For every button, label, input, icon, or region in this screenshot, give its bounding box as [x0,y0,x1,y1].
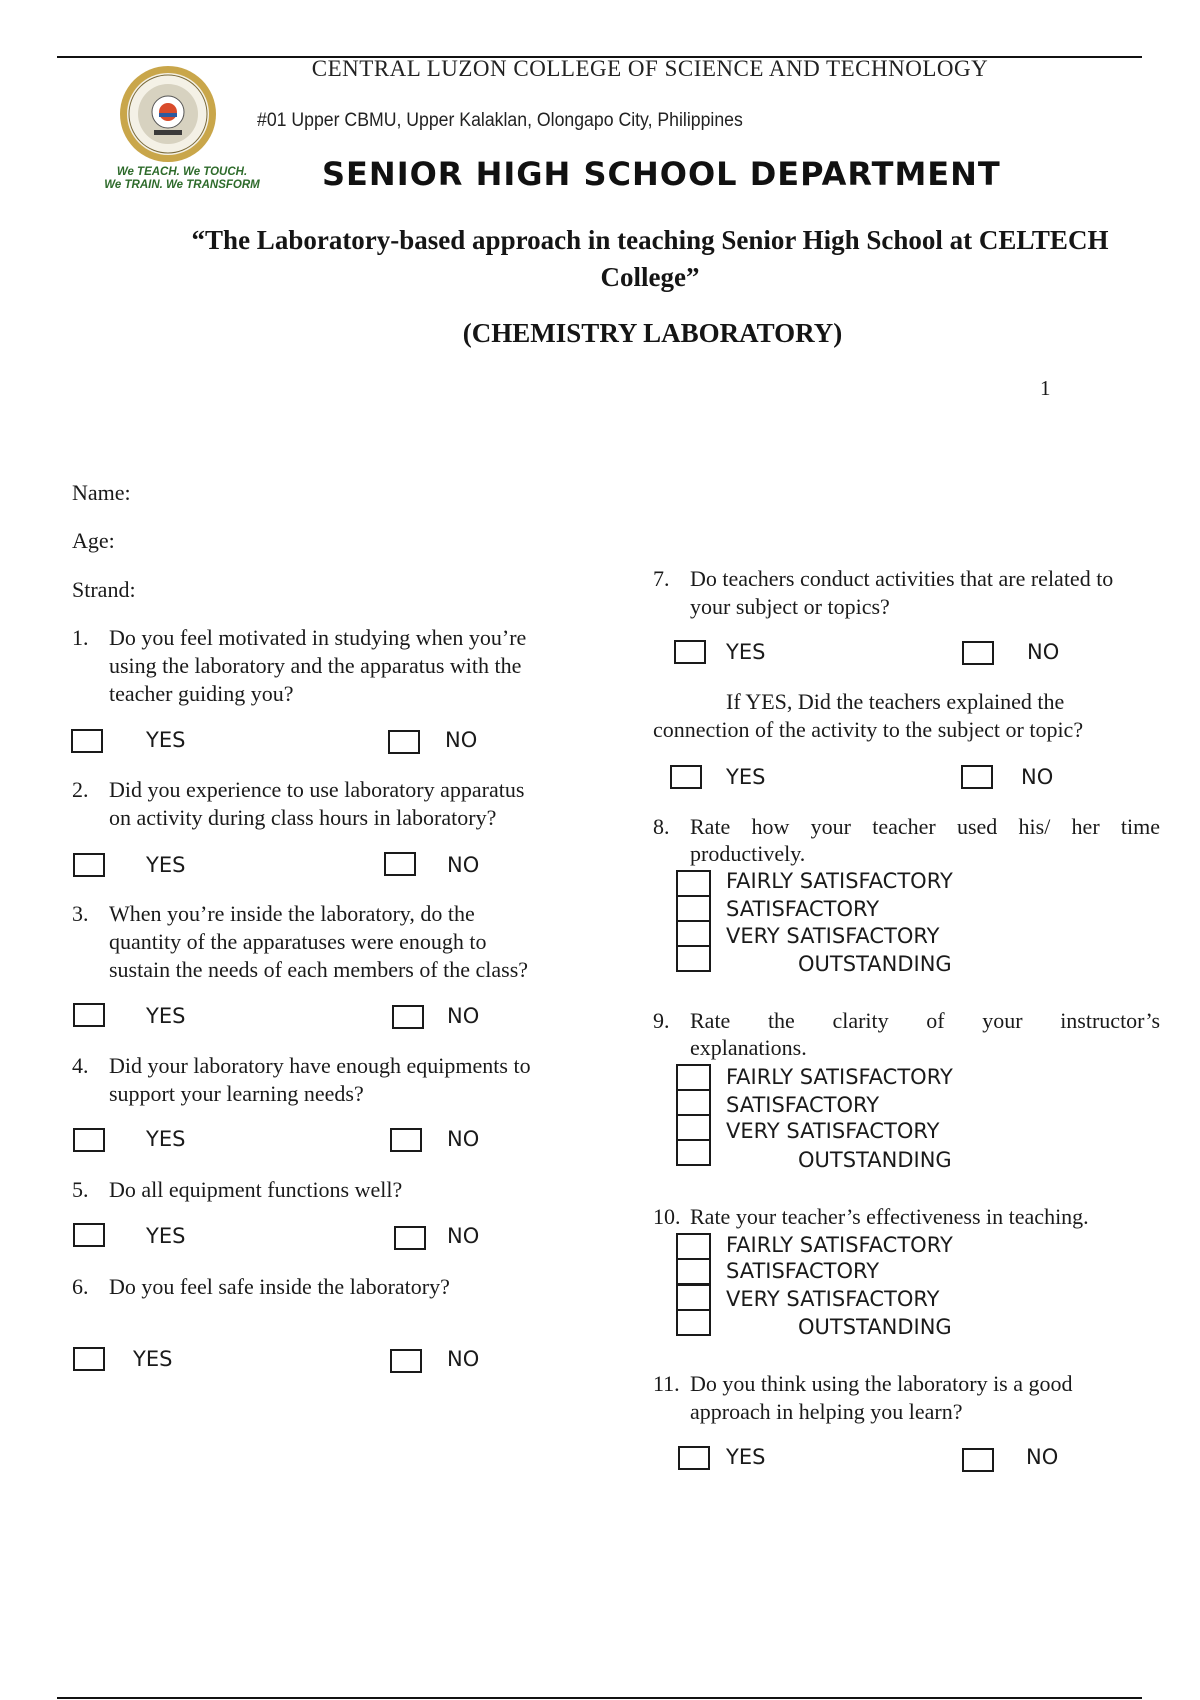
q2-yes-checkbox[interactable] [73,853,105,877]
q8-very-satisfactory-checkbox[interactable] [676,920,711,947]
q3-no-label: NO [447,1004,480,1028]
college-seal-logo [118,64,218,164]
q7-followup-no-checkbox[interactable] [961,765,993,789]
q4-yes-checkbox[interactable] [73,1128,105,1152]
college-address: #01 Upper CBMU, Upper Kalaklan, Olongapo City, Philippines [257,110,743,131]
q7-no-label: NO [1027,640,1060,664]
q10-satisfactory-checkbox[interactable] [676,1258,711,1285]
question-number: 10. [653,1204,681,1229]
page-number: 1 [1040,376,1051,400]
name-field-label: Name: [72,480,131,505]
question-6-text: Do you feel safe inside the laboratory? [109,1274,450,1299]
q6-yes-checkbox[interactable] [73,1347,105,1371]
survey-subtitle: (CHEMISTRY LABORATORY) [462,318,843,348]
q9-fairly-satisfactory-checkbox[interactable] [676,1064,711,1091]
q11-yes-label: YES [726,1445,766,1469]
q8-satisfactory-label: SATISFACTORY [726,897,880,921]
q10-very-satisfactory-label: VERY SATISFACTORY [726,1287,940,1311]
q5-yes-checkbox[interactable] [73,1223,105,1247]
question-3-text: When you’re inside the laboratory, do the quantity of the apparatuses were enough to sustain the needs of each members of the class? [109,901,529,982]
q9-very-satisfactory-label: VERY SATISFACTORY [726,1119,940,1143]
q5-yes-label: YES [146,1224,186,1248]
q9-satisfactory-checkbox[interactable] [676,1089,711,1116]
q1-no-label: NO [445,728,478,752]
question-number: 6. [72,1274,89,1299]
q8-fairly-satisfactory-checkbox[interactable] [676,870,711,897]
q7-followup-yes-label: YES [726,765,766,789]
q6-no-checkbox[interactable] [390,1349,422,1373]
q7-yes-label: YES [726,640,766,664]
q7-followup-no-label: NO [1021,765,1054,789]
q9-outstanding-checkbox[interactable] [676,1139,711,1166]
q9-very-satisfactory-checkbox[interactable] [676,1114,711,1141]
bottom-rule [57,1697,1142,1699]
q11-yes-checkbox[interactable] [678,1446,710,1470]
question-9-text: Rate the clarity of your instructor’s [690,1008,1160,1033]
q4-no-checkbox[interactable] [390,1128,422,1152]
question-number: 1. [72,625,89,650]
survey-title: “The Laboratory-based approach in teaching Senior High School at CELTECH College” [191,225,1109,292]
question-5-text: Do all equipment functions well? [109,1177,403,1202]
question-9-text-continued: explanations. [690,1035,807,1060]
q7-followup-yes-checkbox[interactable] [670,765,702,789]
q8-satisfactory-checkbox[interactable] [676,895,711,922]
q2-no-label: NO [447,853,480,877]
q10-fairly-satisfactory-checkbox[interactable] [676,1233,711,1260]
q4-no-label: NO [447,1127,480,1151]
q2-no-checkbox[interactable] [384,852,416,876]
q8-outstanding-label: OUTSTANDING [798,952,952,976]
q6-yes-label: YES [133,1347,173,1371]
q1-yes-label: YES [146,728,186,752]
question-number: 8. [653,814,670,839]
question-10-text: Rate your teacher’s effectiveness in teaching. [690,1204,1089,1229]
question-number: 11. [653,1371,680,1396]
question-8-text-continued: productively. [690,841,806,866]
q9-fairly-satisfactory-label: FAIRLY SATISFACTORY [726,1065,953,1089]
q7-yes-checkbox[interactable] [674,640,706,664]
q5-no-label: NO [447,1224,480,1248]
q7-no-checkbox[interactable] [962,641,994,665]
q11-no-checkbox[interactable] [962,1448,994,1472]
question-11-text: Do you think using the laboratory is a good approach in helping you learn? [690,1371,1073,1424]
question-number: 5. [72,1177,89,1202]
question-4-text: Did your laboratory have enough equipments to support your learning needs? [109,1053,531,1106]
q8-fairly-satisfactory-label: FAIRLY SATISFACTORY [726,869,953,893]
q5-no-checkbox[interactable] [394,1226,426,1250]
question-number: 3. [72,901,89,926]
college-motto: We TEACH. We TOUCH. We TRAIN. We TRANSFORM [104,166,260,191]
q9-outstanding-label: OUTSTANDING [798,1148,952,1172]
age-field-label: Age: [72,528,115,553]
q6-no-label: NO [447,1347,480,1371]
question-7-text: Do teachers conduct activities that are related to your subject or topics? [690,566,1114,619]
question-number: 2. [72,777,89,802]
q1-no-checkbox[interactable] [388,730,420,754]
q10-outstanding-checkbox[interactable] [676,1309,711,1336]
q11-no-label: NO [1026,1445,1059,1469]
q3-yes-checkbox[interactable] [73,1003,105,1027]
q2-yes-label: YES [146,853,186,877]
question-number: 7. [653,566,670,591]
question-1-text: Do you feel motivated in studying when you’re using the laboratory and the apparatus with the teacher guiding you? [109,625,527,706]
question-number: 4. [72,1053,89,1078]
question-8-text: Rate how your teacher used his/ her time [690,814,1160,839]
q8-outstanding-checkbox[interactable] [676,945,711,972]
question-7-followup-text: If YES, Did the teachers explained the connection of the activity to the subject or topic? [653,689,1084,742]
college-name: CENTRAL LUZON COLLEGE OF SCIENCE AND TECHNOLOGY [311,56,989,81]
question-number: 9. [653,1008,670,1033]
strand-field-label: Strand: [72,577,136,602]
q10-outstanding-label: OUTSTANDING [798,1315,952,1339]
q9-satisfactory-label: SATISFACTORY [726,1093,880,1117]
q4-yes-label: YES [146,1127,186,1151]
q10-very-satisfactory-checkbox[interactable] [676,1284,711,1311]
q3-yes-label: YES [146,1004,186,1028]
q8-very-satisfactory-label: VERY SATISFACTORY [726,924,940,948]
department-heading: SENIOR HIGH SCHOOL DEPARTMENT [322,155,1001,193]
question-2-text: Did you experience to use laboratory apparatus on activity during class hours in laboratory? [109,777,525,830]
q1-yes-checkbox[interactable] [71,729,103,753]
q3-no-checkbox[interactable] [392,1005,424,1029]
q10-fairly-satisfactory-label: FAIRLY SATISFACTORY [726,1233,953,1257]
q10-satisfactory-label: SATISFACTORY [726,1259,880,1283]
